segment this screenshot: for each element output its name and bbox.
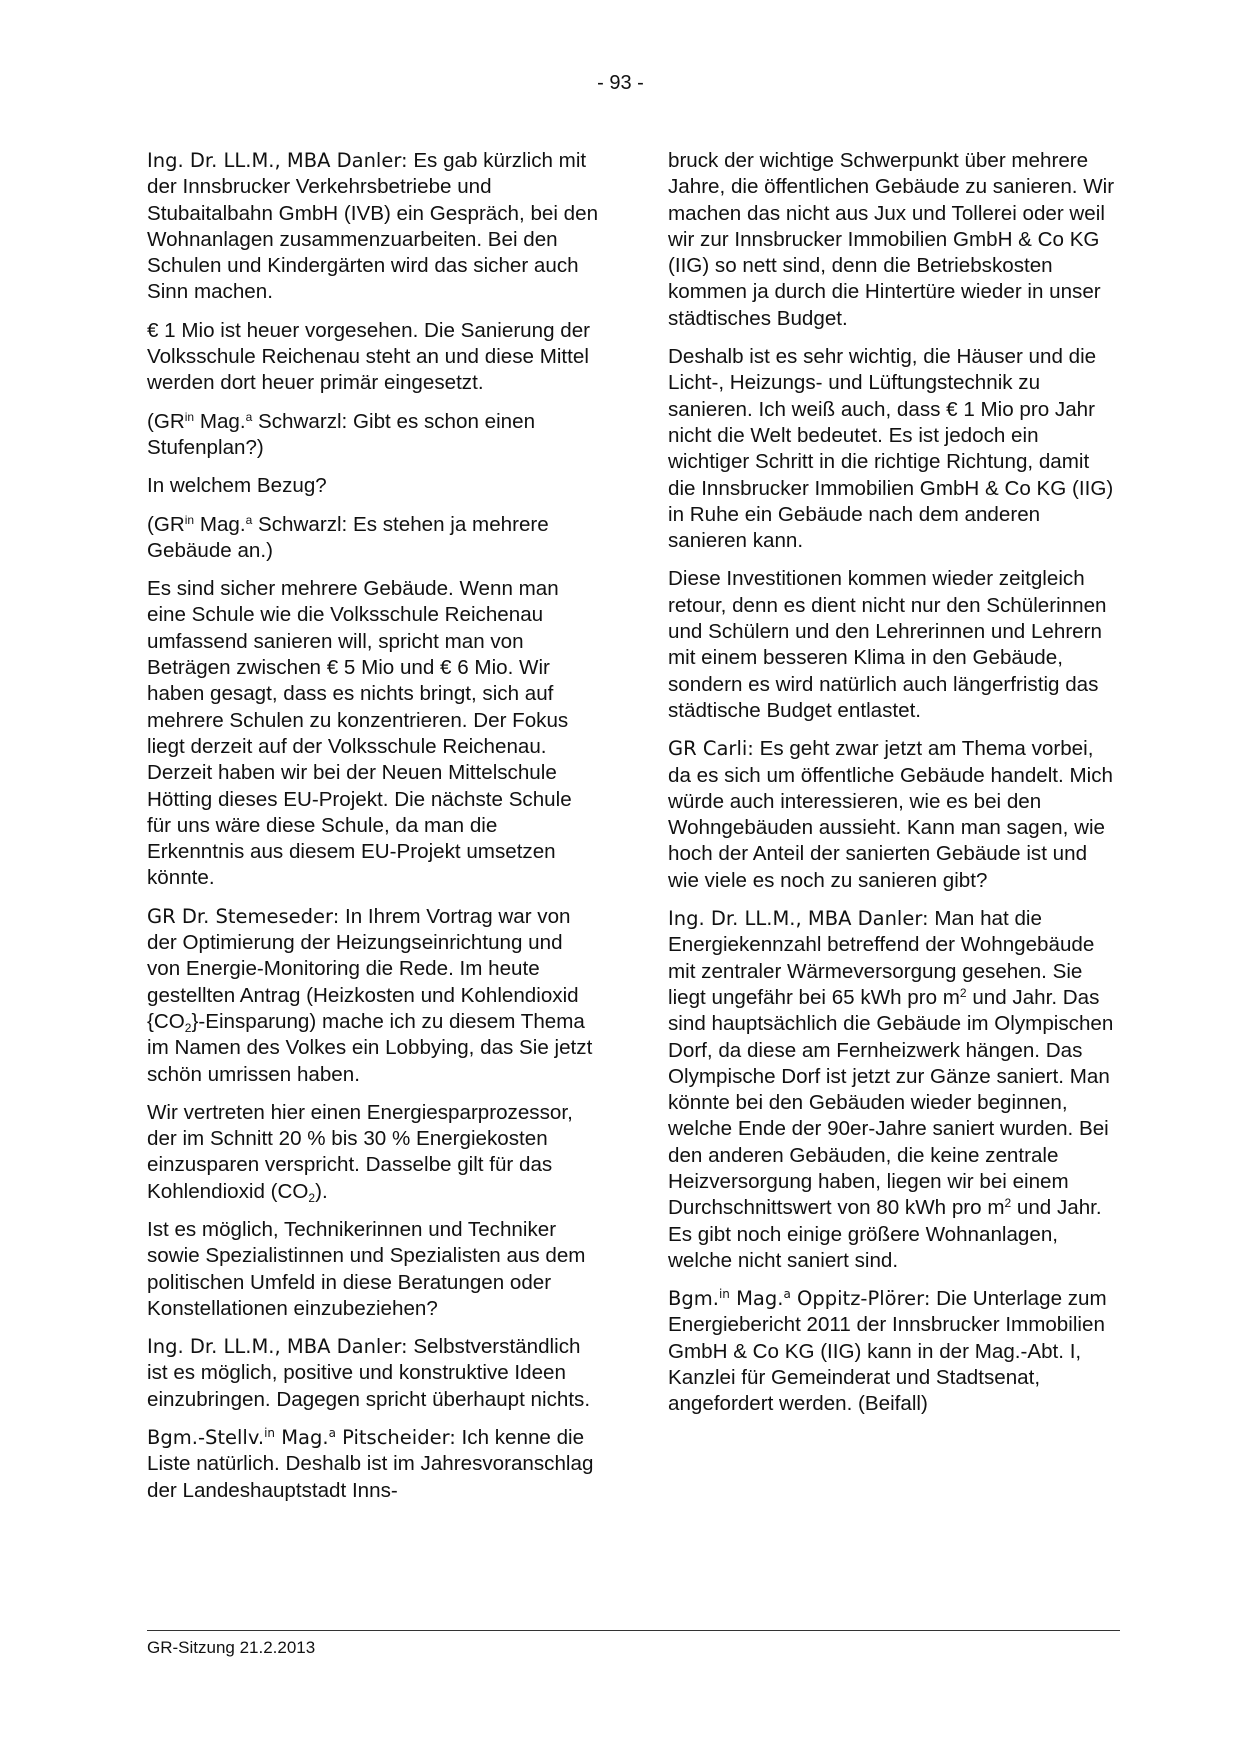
speaker-name: Ing. Dr. LL.M., MBA Danler: — [668, 907, 929, 931]
paragraph: Wir vertreten hier einen Energiesparprozessor, der im Schnitt 20 % bis 30 % Energiekosten einzusparen verspricht. Dasselbe gilt für das Kohlendioxid $(CO_2)$. — [147, 1100, 573, 1205]
right-column — [668, 148, 1120, 1430]
footer-divider — [147, 1630, 1120, 1631]
paragraph: Diese Investitionen kommen wieder zeitgleich retour, denn es dient nicht nur den Schülerinnen und Schülern und den Lehrerinnen und Lehrern mit einem besseren Klima in den Gebäude, sondern es wird natürlich auch längerfristig das städtische Budget entlastet. — [668, 567, 1107, 722]
footer-text: GR-Sitzung 21.2.2013 — [147, 1638, 316, 1657]
paragraph: Bgm.-Stellv.$^{in}$ Mag.$^a$ Pitscheider: Ich kenne die Liste natürlich. Deshalb ist im Jahresvoranschlag der Landeshauptstadt Inns- — [147, 1426, 594, 1502]
speaker-name: GR Dr. Stemeseder: — [147, 904, 340, 928]
paragraph: Ist es möglich, Technikerinnen und Techniker sowie Spezialistinnen und Spezialisten aus dem politischen Umfeld in diese Beratungen oder Konstellationen einzubeziehen? — [147, 1217, 586, 1320]
paragraph: Es sind sicher mehrere Gebäude. Wenn man eine Schule wie die Volksschule Reichenau umfassend sanieren will, spricht man von Beträgen zwischen € 5 Mio und € 6 Mio. Wir haben gesagt, dass es nichts bringt, sich auf mehrere Schulen zu konzentrieren. Der Fokus liegt derzeit auf der Volksschule Reichenau. Derzeit haben wir bei der Neuen Mittelschule Hötting dieses EU-Projekt. Die nächste Schule für uns wäre diese Schule, da man die Erkenntnis aus diesem EU-Projekt umsetzen könnte. — [147, 577, 572, 890]
paragraph: € 1 Mio ist heuer vorgesehen. Die Sanierung der Volksschule Reichenau steht an und diese Mittel werden dort heuer primär eingesetzt. — [147, 318, 591, 395]
speaker-name: Bgm.$^{in}$ Mag.$^a$ Oppitz-Plörer: — [668, 1287, 931, 1311]
paragraph: bruck der wichtige Schwerpunkt über mehrere Jahre, die öffentlichen Gebäude zu sanieren. Wir machen das nicht aus Jux und Tollerei oder weil wir zur Innsbrucker Immobilien GmbH & Co KG (IIG) so nett sind, denn die Betriebskosten kommen ja durch die Hintertüre wieder in unser städtisches Budget. — [668, 149, 1115, 330]
interjection: ($GR^{in}$ Mag.$^a$ Schwarzl: Gibt es schon einen Stufenplan?) — [147, 409, 536, 459]
interjection: ($GR^{in}$ Mag.$^a$ Schwarzl: Es stehen ja mehrere Gebäude an.) — [147, 512, 549, 562]
paragraph: GR Dr. Stemeseder: In Ihrem Vortrag war von der Optimierung der Heizungseinrichtung und von Energie-Monitoring die Rede. Im heute gestellten Antrag (Heizkosten und Kohlendioxid $\{CO_2\}-Einsparung$) mache ich zu diesem Thema im Namen des Volkes ein Lobbying, das Sie jetzt schön umrissen haben. — [147, 904, 593, 1086]
paragraph: GR Carli: Es geht zwar jetzt am Thema vorbei, da es sich um öffentliche Gebäude handelt. Mich würde auch interessieren, wie es bei den Wohngebäuden aussieht. Kann man sagen, wie hoch der Anteil der sanierten Gebäude ist und wie viele es noch zu sanieren gibt? — [668, 737, 1113, 892]
paragraph: Ing. Dr. LL.M., MBA Danler: Es gab kürzlich mit der Innsbrucker Verkehrsbetriebe und Stubaitalbahn GmbH (IVB) ein Gespräch, bei den Wohnanlagen zusammenzuarbeiten. Bei den Schulen und Kindergärten wird das sicher auch Sinn machen. — [147, 149, 599, 304]
left-column — [147, 148, 599, 1516]
paragraph: Ing. Dr. LL.M., MBA Danler: Man hat die Energiekennzahl betreffend der Wohngebäude mit zentraler Wärmeversorgung gesehen. Sie liegt ungefähr bei 65 kWh pro $m^2$ und Jahr. Das sind hauptsächlich die Gebäude im Olympischen Dorf, da diese am Fernheizwerk hängen. Das Olympische Dorf ist jetzt zur Gänze saniert. Man könnte bei den Gebäuden wieder beginnen, welche Ende der 90er-Jahre saniert wurden. Bei den anderen Gebäuden, die keine zentrale Heizversorgung haben, liegen wir bei einem Durchschnittswert von 80 kWh pro $m^2$ und Jahr. Es gibt noch einige größere Wohnanlagen, welche nicht saniert sind. — [668, 907, 1114, 1272]
speaker-name: Ing. Dr. LL.M., MBA Danler: — [147, 1335, 408, 1359]
speaker-name: GR Carli: — [668, 737, 754, 761]
paragraph: Bgm.$^{in}$ Mag.$^a$ Oppitz-Plörer: Die Unterlage zum Energiebericht 2011 der Innsbrucker Immobilien GmbH & Co KG (IIG) kann in der Mag.-Abt. I, Kanzlei für Gemeinderat und Stadtsenat, angefordert werden. (Beifall) — [668, 1287, 1107, 1416]
paragraph: Deshalb ist es sehr wichtig, die Häuser und die Licht-, Heizungs- und Lüftungstechnik zu sanieren. Ich weiß auch, dass € 1 Mio pro Jahr nicht die Welt bedeutet. Es ist jedoch ein wichtiger Schritt in die richtige Richtung, damit die Innsbrucker Immobilien GmbH & Co KG (IIG) in Ruhe ein Gebäude nach dem anderen sanieren kann. — [668, 345, 1114, 553]
speaker-name: Ing. Dr. LL.M., MBA Danler: — [147, 149, 408, 172]
speaker-name: Bgm.-Stellv.$^{in}$ Mag.$^a$ Pitscheider: — [147, 1426, 456, 1450]
page-number: - 93 - — [597, 72, 644, 94]
paragraph: Ing. Dr. LL.M., MBA Danler: Selbstverständlich ist es möglich, positive und konstruktive Ideen einzubringen. Dagegen spricht überhaupt nichts. — [147, 1335, 591, 1411]
paragraph: In welchem Bezug? — [147, 474, 327, 498]
